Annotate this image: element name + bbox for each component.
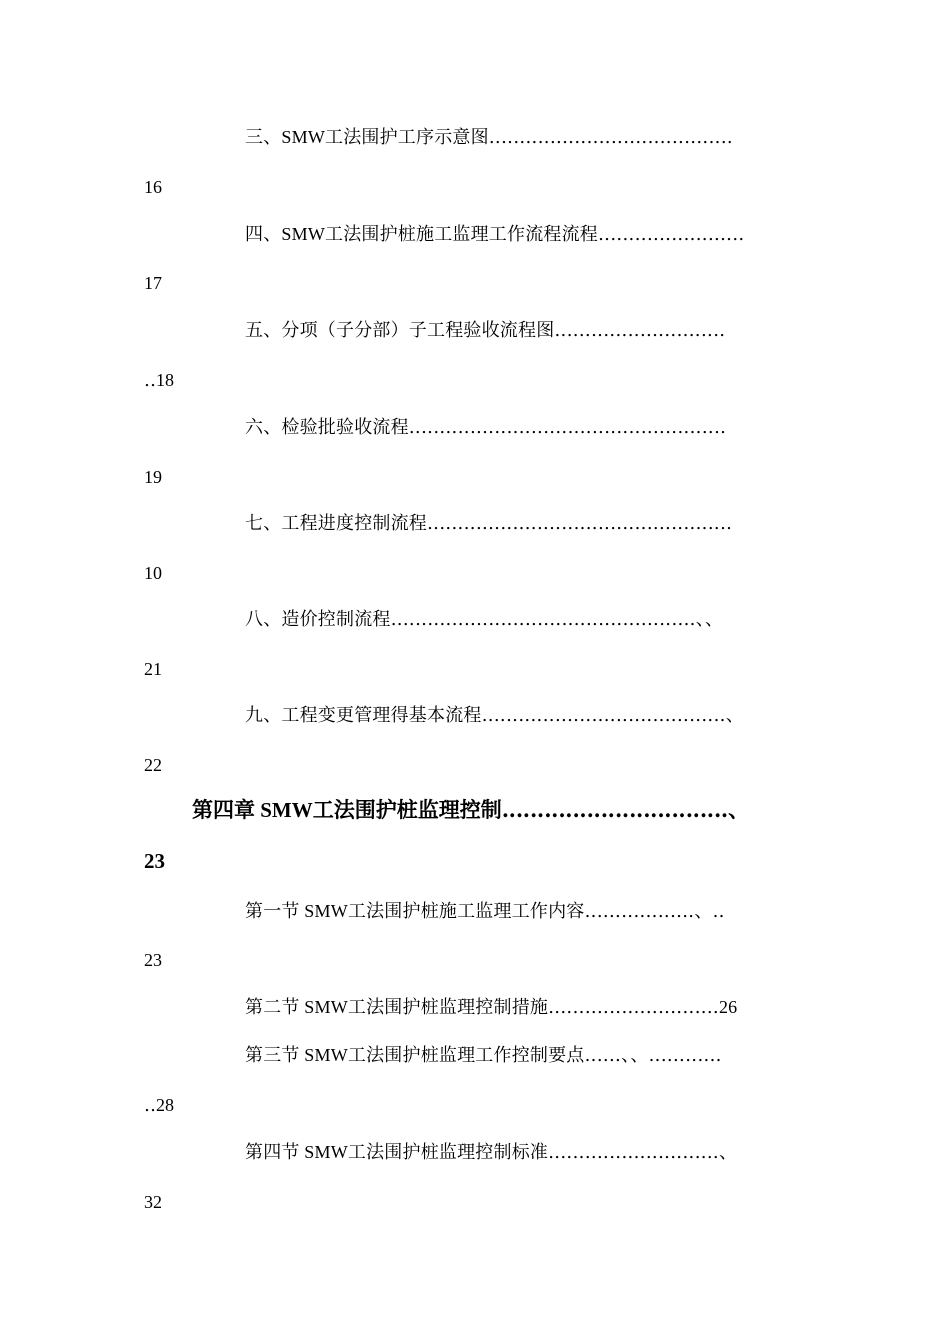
toc-section-1: 第一节 SMW工法围护桩施工监理工作内容‥‥‥‥‥‥‥‥‥、‥ — [245, 901, 725, 921]
toc-entry-9-page: 22 — [144, 755, 162, 775]
toc-entry-4: 四、SMW工法围护桩施工监理工作流程流程‥‥‥‥‥‥‥‥‥‥‥‥ — [245, 224, 745, 244]
toc-entry-5: 五、分项（子分部）子工程验收流程图‥‥‥‥‥‥‥‥‥‥‥‥‥‥ — [245, 320, 726, 340]
toc-section-1-page: 23 — [144, 950, 162, 970]
toc-chapter-4: 第四章 SMW工法围护桩监理控制‥‥‥‥‥‥‥‥‥‥‥‥‥‥‥‥、 — [192, 798, 750, 822]
toc-entry-7: 七、工程进度控制流程‥‥‥‥‥‥‥‥‥‥‥‥‥‥‥‥‥‥‥‥‥‥‥‥‥ — [245, 513, 733, 533]
toc-entry-9: 九、工程变更管理得基本流程‥‥‥‥‥‥‥‥‥‥‥‥‥‥‥‥‥‥‥‥、 — [245, 705, 744, 725]
toc-entry-6: 六、检验批验收流程‥‥‥‥‥‥‥‥‥‥‥‥‥‥‥‥‥‥‥‥‥‥‥‥‥‥ — [245, 417, 727, 437]
toc-entry-4-page: 17 — [144, 273, 162, 293]
toc-section-4-page: 32 — [144, 1192, 162, 1212]
toc-section-4: 第四节 SMW工法围护桩监理控制标准‥‥‥‥‥‥‥‥‥‥‥‥‥‥、 — [245, 1142, 738, 1162]
toc-entry-7-page: 10 — [144, 563, 162, 583]
toc-section-2: 第二节 SMW工法围护桩监理控制措施‥‥‥‥‥‥‥‥‥‥‥‥‥‥26 — [245, 997, 738, 1017]
toc-entry-8-page: 21 — [144, 659, 162, 679]
toc-section-3: 第三节 SMW工法围护桩监理工作控制要点‥‥‥、、‥‥‥‥‥‥ — [245, 1045, 722, 1065]
toc-entry-3-page: 16 — [144, 177, 162, 197]
toc-chapter-4-page: 23 — [144, 849, 165, 873]
toc-entry-5-page: ‥18 — [144, 370, 175, 390]
toc-entry-6-page: 19 — [144, 467, 162, 487]
toc-entry-3: 三、SMW工法围护工序示意图‥‥‥‥‥‥‥‥‥‥‥‥‥‥‥‥‥‥‥‥ — [245, 127, 733, 147]
toc-entry-8: 八、造价控制流程‥‥‥‥‥‥‥‥‥‥‥‥‥‥‥‥‥‥‥‥‥‥‥‥‥、、 — [245, 609, 724, 629]
toc-section-3-page: ‥28 — [144, 1095, 175, 1115]
